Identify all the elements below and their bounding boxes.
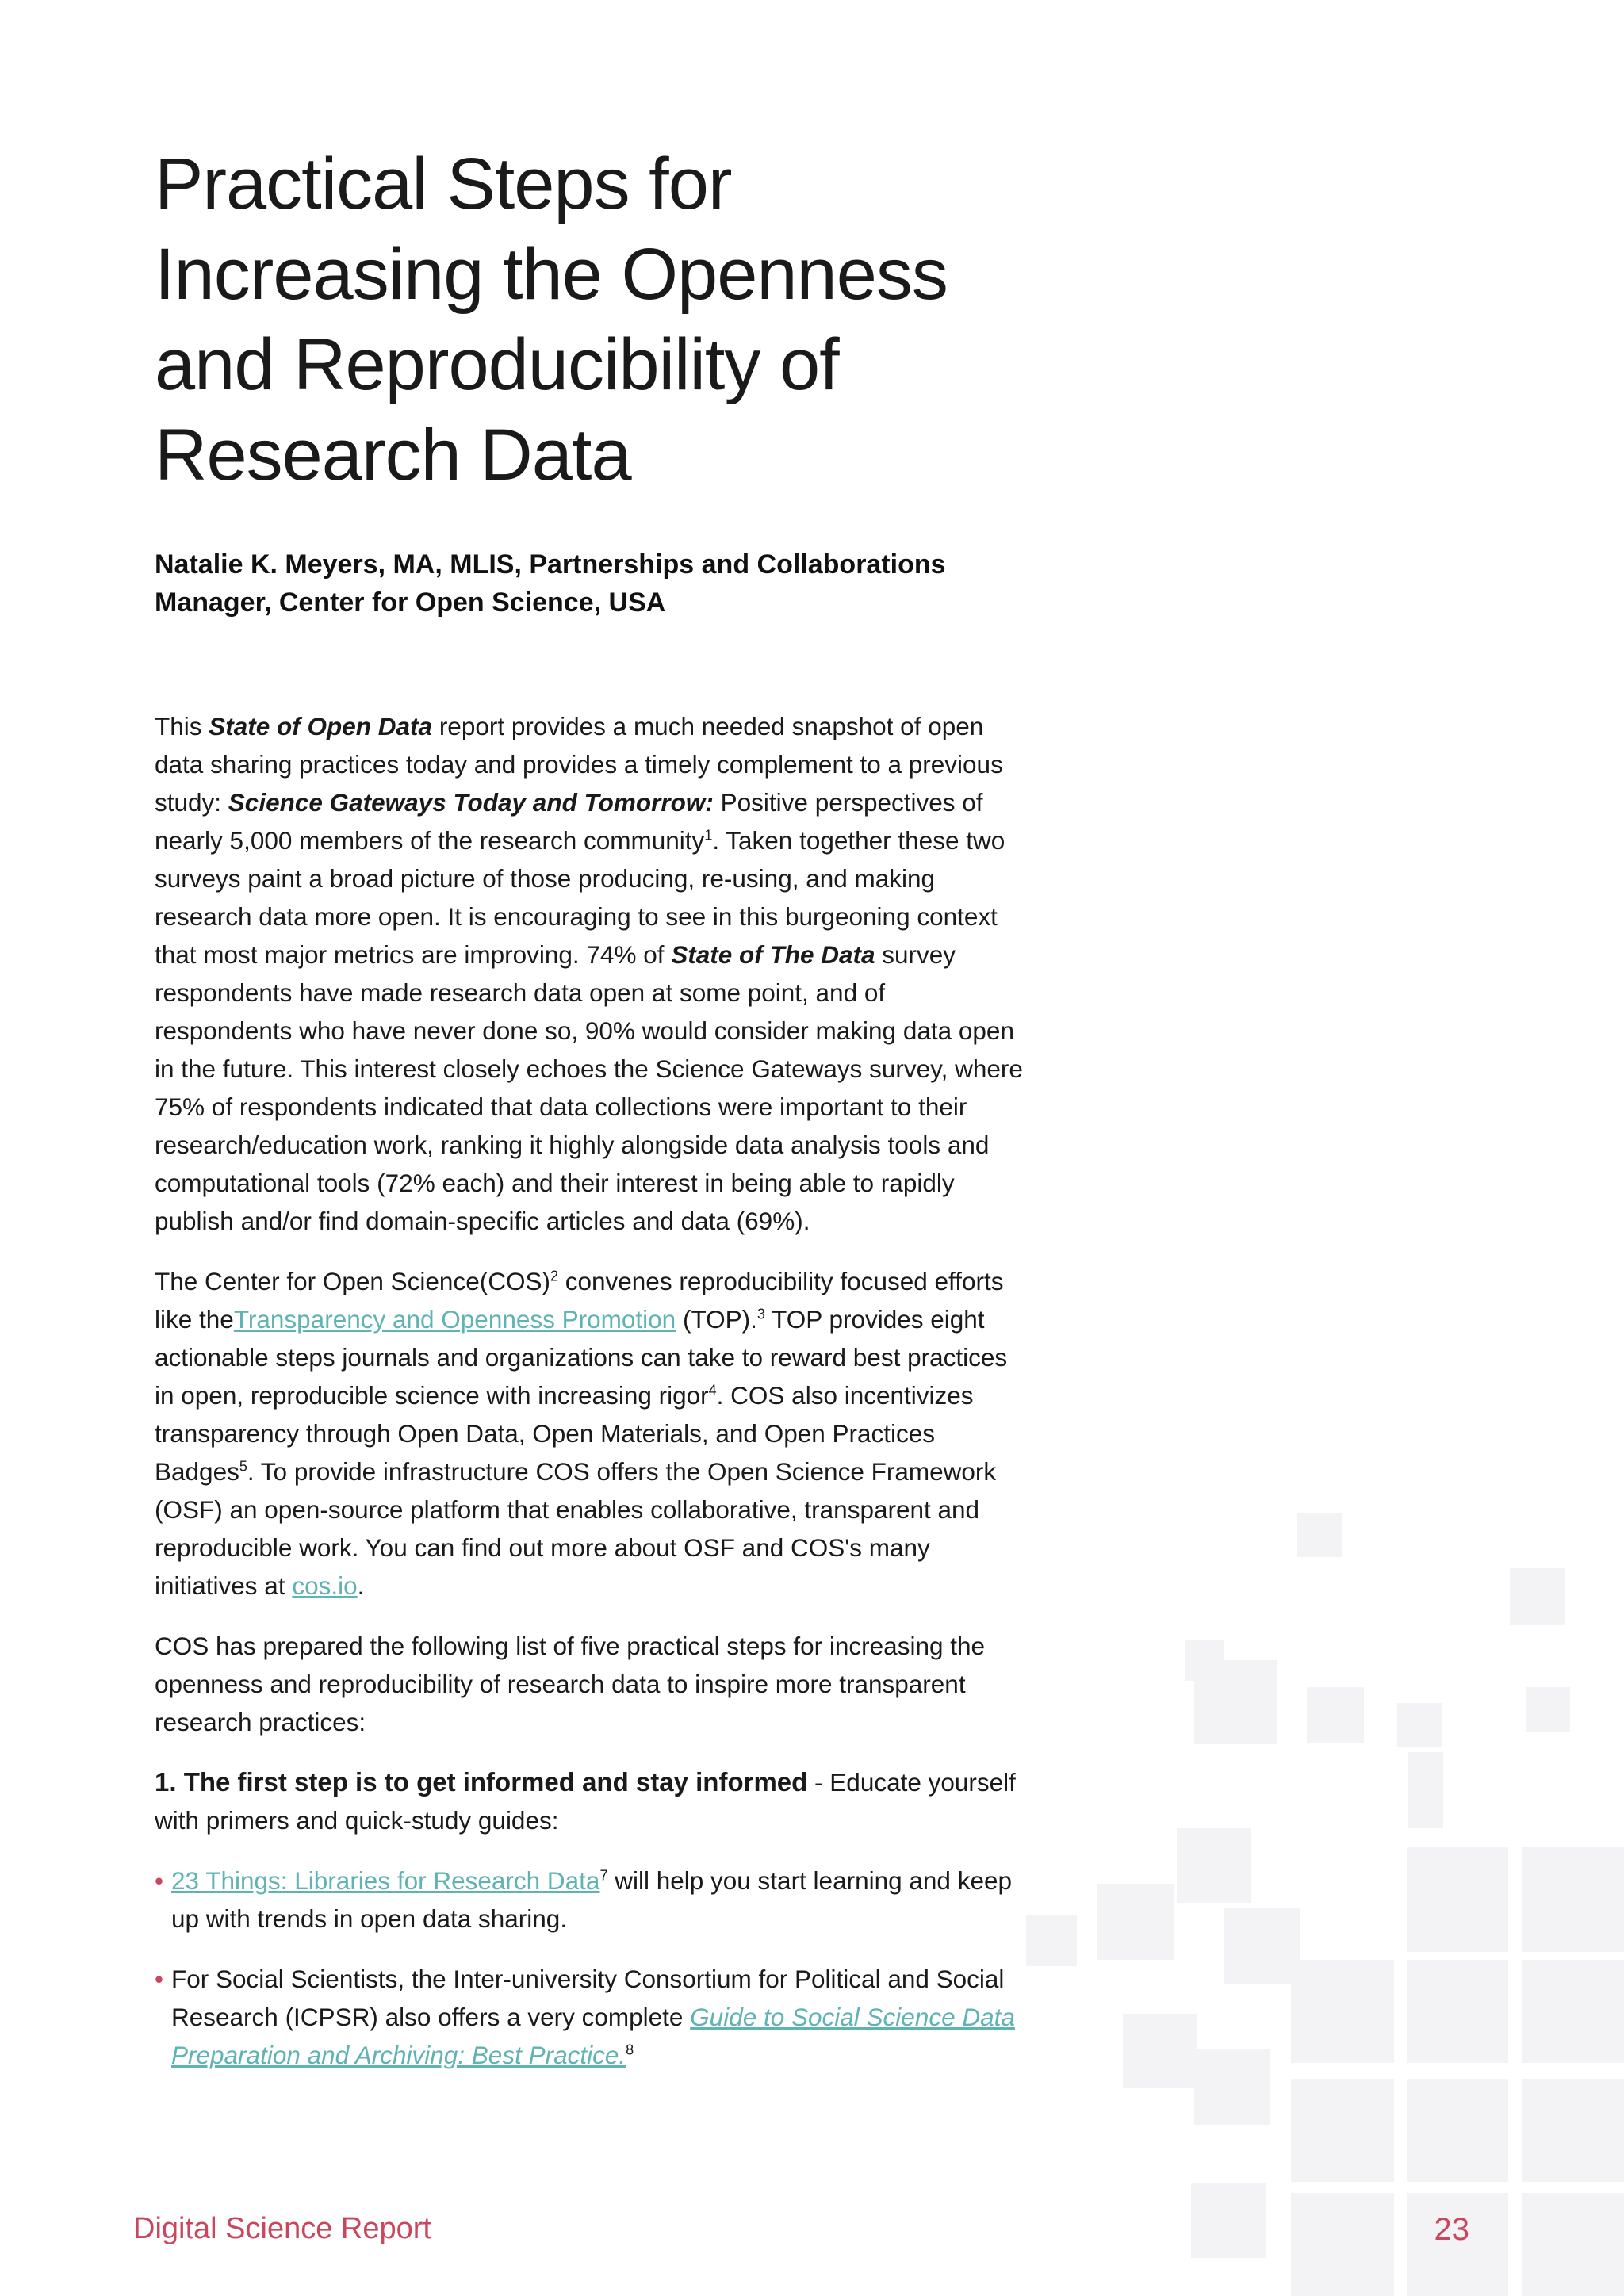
deco-square	[1297, 1513, 1342, 1557]
list-item	[155, 1862, 1027, 1938]
paragraph-steps-intro: COS has prepared the following list of five practical steps for increasing the openness and reproducibility of research data to inspire more transparent research practices:	[155, 1632, 986, 1736]
author-byline	[155, 545, 1067, 622]
text-run: The Center for Open Science(COS)	[155, 1267, 550, 1295]
text-run: report provides a much needed snapshot of open data sharing practices today and provides a timely complement to a previous study:	[155, 712, 1003, 817]
deco-square	[1291, 2193, 1394, 2296]
deco-square	[1291, 2079, 1394, 2182]
text-run: TOP provides eight actionable steps journals and organizations can take to reward best practices in open, reproducible science with increasing rigor	[155, 1305, 1008, 1410]
text-run: (TOP).	[676, 1305, 757, 1334]
deco-square	[1510, 1568, 1565, 1625]
deco-square	[1407, 1960, 1508, 2063]
step-1-title: 1. The first step is to get informed and stay informed	[155, 1767, 808, 1797]
author-line-1: Natalie K. Meyers, MA, MLIS, Partnerships and Collaborations	[155, 549, 946, 580]
footnote-ref: 4	[708, 1382, 717, 1399]
bullet-icon: •	[155, 1866, 164, 1895]
deco-square	[1097, 1884, 1174, 1960]
text-run: Positive perspectives of nearly 5,000 members of the research community	[155, 788, 983, 855]
deco-square	[1522, 1960, 1624, 2063]
deco-square	[1397, 1703, 1442, 1747]
deco-square	[1408, 1752, 1443, 1828]
deco-square	[1123, 2014, 1197, 2088]
text-run: survey respondents have made research data open at some point, and of respondents who have never done so, 90% would consider making data open in the future. This interest closely echoes the Science Gateways survey, where 75% of respondents indicated that data collections were important to their research/education work, ranking it highly alongside data analysis tools and computational tools (72% each) and their interest in being able to rapidly publish and/or find domain-specific articles and data (69%).	[155, 940, 1023, 1235]
deco-square	[1526, 1687, 1570, 1732]
footnote-ref: 8	[626, 2042, 634, 2058]
article-body	[155, 707, 1027, 2096]
deco-square	[1522, 2193, 1624, 2296]
footnote-ref: 7	[599, 1867, 608, 1884]
page-number: 23	[1434, 2212, 1469, 2247]
deco-square	[1194, 2049, 1270, 2125]
title-line: Increasing the Openness	[155, 234, 948, 315]
top-link[interactable]: Transparency and Openness Promotion	[233, 1305, 676, 1334]
deco-square	[1522, 1847, 1624, 1952]
text-run: For Social Scientists, the Inter-university Consortium for Political and Social Research (ICPSR) also offers a very complete	[171, 1965, 1005, 2031]
deco-square	[1307, 1687, 1364, 1743]
footnote-ref: 5	[239, 1458, 247, 1475]
footnote-ref: 3	[756, 1306, 765, 1322]
cos-link[interactable]: cos.io	[292, 1571, 358, 1600]
title-line: Research Data	[155, 415, 631, 496]
author-line-2: Manager, Center for Open Science, USA	[155, 587, 666, 618]
text-run: This	[155, 712, 209, 740]
23-things-link[interactable]: 23 Things: Libraries for Research Data	[171, 1866, 600, 1895]
deco-square	[1291, 1960, 1394, 2063]
survey-name: State of The Data	[671, 940, 875, 969]
deco-square	[1407, 1847, 1508, 1952]
text-run: . COS also incentivizes transparency through Open Data, Open Materials, and Open Practices Badges	[155, 1381, 974, 1486]
title-line: Practical Steps for	[155, 144, 732, 224]
deco-square	[1522, 2079, 1624, 2182]
resource-list	[155, 1862, 1027, 2074]
deco-square	[1407, 2079, 1508, 2182]
text-run: . To provide infrastructure COS offers the Open Science Framework (OSF) an open-source platform that enables collaborative, transparent and reproducible work. You can find out more about OSF and COS's many initiatives at	[155, 1457, 997, 1600]
paragraph-cos	[155, 1262, 1027, 1605]
icpsr-guide-link[interactable]: Guide to Social Science Data Preparation and Archiving: Best Practice.	[171, 2003, 1015, 2069]
footer-report-name: Digital Science Report	[133, 2212, 431, 2245]
step-1-text: - Educate yourself with primers and quick-study guides:	[155, 1768, 1016, 1835]
deco-square	[1194, 1660, 1277, 1744]
text-run: . Taken together these two surveys paint a broad picture of those producing, re-using, and making research data more open. It is encouraging to see in this burgeoning context that most major metrics are improving. 74% of	[155, 826, 1005, 969]
footnote-ref: 2	[550, 1268, 558, 1284]
bullet-icon: •	[155, 1965, 164, 1993]
footnote-ref: 1	[704, 827, 713, 844]
page-title	[155, 139, 1106, 500]
deco-square	[1224, 1908, 1300, 1984]
report-name: State of Open Data	[209, 712, 433, 740]
text-run: .	[357, 1571, 365, 1600]
deco-square	[1191, 2183, 1266, 2258]
text-run: will help you start learning and keep up with trends in open data sharing.	[171, 1866, 1013, 1933]
text-run: convenes reproducibility focused efforts like the	[155, 1267, 1004, 1334]
step-1	[155, 1763, 1027, 1839]
title-line: and Reproducibility of	[155, 324, 839, 405]
paragraph-intro	[155, 707, 1027, 1240]
list-item	[155, 1960, 1027, 2074]
deco-square	[1177, 1828, 1251, 1903]
deco-square	[1026, 1915, 1077, 1966]
study-name: Science Gateways Today and Tomorrow:	[228, 788, 714, 817]
